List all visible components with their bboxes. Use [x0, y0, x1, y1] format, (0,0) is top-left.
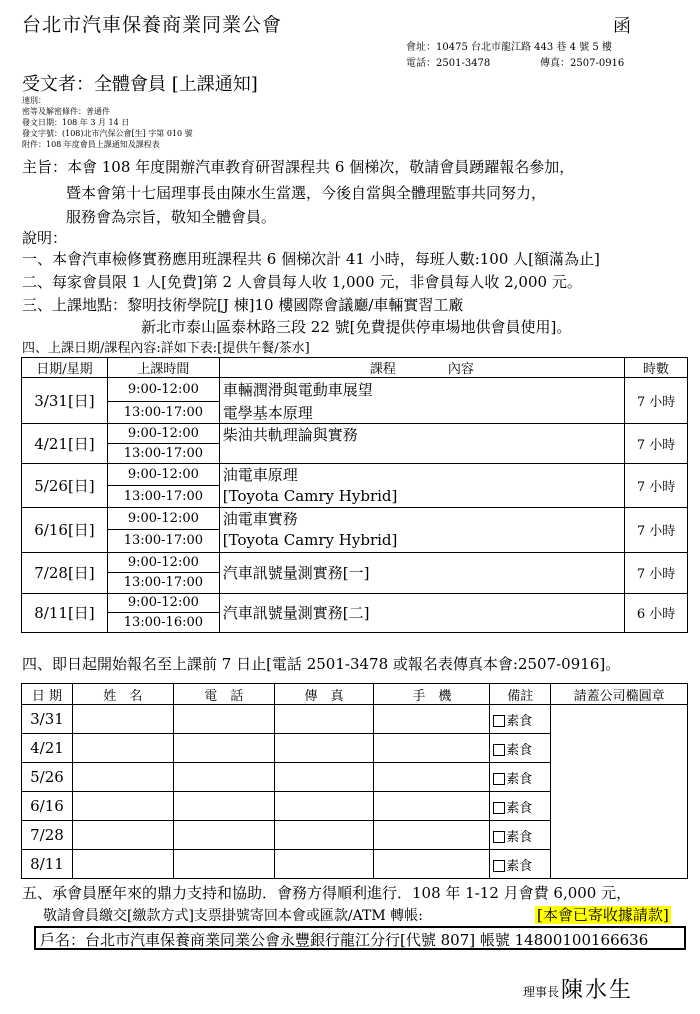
mobile-field[interactable] [374, 705, 490, 734]
signature-name: 陳水生 [561, 978, 634, 1003]
reg-date: 3/31 [22, 705, 73, 734]
fax-field[interactable] [274, 734, 374, 763]
schedule-hours: 7 小時 [625, 552, 688, 593]
name-field[interactable] [72, 792, 173, 821]
schedule-time: 13:00-17:00 [107, 485, 219, 507]
mobile-field[interactable] [374, 734, 490, 763]
phone: 電話：2501-3478 [406, 58, 491, 69]
col-header: 日期/星期 [22, 358, 108, 378]
meta-line: 密等及解密條件：普通件 [22, 107, 110, 116]
checkbox-icon [493, 744, 505, 756]
bank-account-box: 戶名：台北市汽車保養商業同業公會永豐銀行龍江分行[代號 807] 帳號 14800100166636 [34, 926, 686, 950]
schedule-hours: 7 小時 [625, 463, 688, 507]
veg-label: 素食 [506, 829, 533, 845]
schedule-course: 電學基本原理 [219, 402, 624, 424]
schedule-course: [Toyota Camry Hybrid] [219, 485, 624, 507]
checkbox-icon [493, 715, 505, 727]
mobile-field[interactable] [374, 792, 490, 821]
reg-date: 5/26 [22, 763, 73, 792]
schedule-time: 13:00-17:00 [107, 572, 219, 593]
item-3: 三、上課地點：黎明技術學院[J 棟]10 樓國際會議廳/車輛實習工廠 [22, 296, 464, 314]
col-header: 課程 內容 [219, 358, 624, 378]
col-header: 請蓋公司橢圓章 [551, 684, 688, 705]
doc-type: 函 [613, 16, 631, 37]
veg-label: 素食 [506, 771, 533, 787]
schedule-time: 9:00-12:00 [107, 552, 219, 572]
vegetarian-checkbox[interactable] [490, 734, 551, 763]
vegetarian-checkbox[interactable] [490, 850, 551, 879]
schedule-hours: 6 小時 [625, 593, 688, 632]
company-stamp-area [551, 705, 688, 879]
schedule-course: 汽車訊號量測實務[二] [219, 593, 624, 632]
fax-field[interactable] [274, 705, 374, 734]
checkbox-icon [493, 860, 505, 872]
veg-label: 素食 [506, 742, 533, 758]
veg-label: 素食 [506, 858, 533, 874]
receipt-note [535, 904, 671, 925]
vegetarian-checkbox[interactable] [490, 763, 551, 792]
meta-line: 速別： [22, 96, 46, 105]
subject-line: 暨本會第十七屆理事長由陳水生當選，今後自當與全體理監事共同努力， [66, 184, 547, 202]
reg-date: 4/21 [22, 734, 73, 763]
name-field[interactable] [72, 734, 173, 763]
schedule-hours: 7 小時 [625, 423, 688, 463]
phone-field[interactable] [173, 763, 274, 792]
schedule-course: 油電車實務 [219, 507, 624, 529]
meta-line: 發文字號：(108)北市汽保公會[生] 字第 010 號 [22, 129, 193, 138]
schedule-date: 7/28[日] [22, 552, 108, 593]
schedule-time: 9:00-12:00 [107, 463, 219, 485]
schedule-hours: 7 小時 [625, 507, 688, 552]
schedule-course: [Toyota Camry Hybrid] [219, 529, 624, 552]
vegetarian-checkbox[interactable] [490, 821, 551, 850]
schedule-date: 8/11[日] [22, 593, 108, 632]
col-header: 時數 [625, 358, 688, 378]
mobile-field[interactable] [374, 821, 490, 850]
item-5-payment: 敬請會員繳交[繳款方式]支票掛號寄回本會或匯款/ATM 轉帳: [43, 908, 423, 924]
col-header: 電 話 [173, 684, 274, 705]
signature-title: 理事長 [523, 985, 560, 999]
name-field[interactable] [72, 821, 173, 850]
receipt-note-text: [本會已寄收據請款] [537, 906, 669, 924]
registration-table [21, 683, 688, 879]
schedule-course: 油電車原理 [219, 463, 624, 485]
item-4-registration: 四、即日起開始報名至上課前 7 日止[電話 2501-3478 或報名表傳真本會:2507-0916]。 [22, 655, 621, 673]
reg-date: 8/11 [22, 850, 73, 879]
schedule-course: 汽車訊號量測實務[一] [219, 552, 624, 593]
fax-field[interactable] [274, 792, 374, 821]
checkbox-icon [493, 831, 505, 843]
schedule-time: 9:00-12:00 [107, 423, 219, 443]
explain-label: 說明： [22, 229, 68, 247]
item-5: 五、承會員歷年來的鼎力支持和協助．會務方得順利進行．108 年 1-12 月會費 6,000 元， [22, 884, 632, 902]
phone-field[interactable] [173, 705, 274, 734]
item-2: 二、每家會員限 1 人[免費]第 2 人會員每人收 1,000 元，非會員每人收 2,000 元。 [22, 273, 582, 291]
schedule-time: 13:00-17:00 [107, 529, 219, 552]
phone-field[interactable] [173, 821, 274, 850]
schedule-time: 9:00-12:00 [107, 593, 219, 612]
mobile-field[interactable] [374, 763, 490, 792]
item-1: 一、本會汽車檢修實務應用班課程共 6 個梯次計 41 小時，每班人數:100 人[額滿為止] [22, 250, 600, 268]
recipient: 受文者：全體會員 [上課通知] [22, 74, 258, 95]
schedule-time: 13:00-17:00 [107, 443, 219, 463]
org-name: 台北市汽車保養商業同業公會 [22, 14, 283, 36]
fax-field[interactable] [274, 763, 374, 792]
meta-line: 發文日期：108 年 3 月 14 日 [22, 118, 130, 127]
col-header: 手 機 [374, 684, 490, 705]
mobile-field[interactable] [374, 850, 490, 879]
schedule-time: 9:00-12:00 [107, 507, 219, 529]
phone-field[interactable] [173, 850, 274, 879]
checkbox-icon [493, 773, 505, 785]
address: 會址：10475 台北市龍江路 443 巷 4 號 5 樓 [406, 42, 612, 53]
phone-field[interactable] [173, 734, 274, 763]
fax-field[interactable] [274, 850, 374, 879]
col-header: 日 期 [22, 684, 73, 705]
phone-field[interactable] [173, 792, 274, 821]
subject-line: 服務會為宗旨，敬知全體會員。 [66, 208, 277, 226]
schedule-date: 3/31[日] [22, 378, 108, 424]
item-3-address: 新北市泰山區泰林路三段 22 號[免費提供停車場地供會員使用]。 [141, 318, 572, 336]
checkbox-icon [493, 802, 505, 814]
col-header: 姓 名 [72, 684, 173, 705]
schedule-date: 6/16[日] [22, 507, 108, 552]
schedule-date: 4/21[日] [22, 423, 108, 463]
veg-label: 素食 [506, 800, 533, 816]
reg-date: 6/16 [22, 792, 73, 821]
schedule-time: 13:00-17:00 [107, 402, 219, 424]
veg-label: 素食 [506, 713, 533, 729]
schedule-time: 9:00-12:00 [107, 378, 219, 402]
schedule-hours: 7 小時 [625, 378, 688, 424]
fax: 傳真：2507-0916 [540, 58, 625, 69]
col-header: 備註 [490, 684, 551, 705]
name-field[interactable] [72, 705, 173, 734]
schedule-course: 柴油共軌理論與實務 [219, 423, 624, 463]
schedule-table [21, 357, 688, 633]
schedule-course: 車輛潤滑與電動車展望 [219, 378, 624, 402]
reg-date: 7/28 [22, 821, 73, 850]
meta-line: 附件：108 年度會員上課通知及課程表 [22, 140, 160, 149]
vegetarian-checkbox[interactable] [490, 705, 551, 734]
fax-field[interactable] [274, 821, 374, 850]
col-header: 上課時間 [107, 358, 219, 378]
schedule-time: 13:00-16:00 [107, 612, 219, 632]
name-field[interactable] [72, 763, 173, 792]
vegetarian-checkbox[interactable] [490, 792, 551, 821]
col-header: 傳 真 [274, 684, 374, 705]
schedule-date: 5/26[日] [22, 463, 108, 507]
item-4: 四、上課日期/課程內容:詳如下表:[提供午餐/茶水] [22, 341, 310, 356]
name-field[interactable] [72, 850, 173, 879]
subject-line: 主旨：本會 108 年度開辦汽車教育研習課程共 6 個梯次，敬請會員踴躍報名參加， [22, 158, 575, 176]
